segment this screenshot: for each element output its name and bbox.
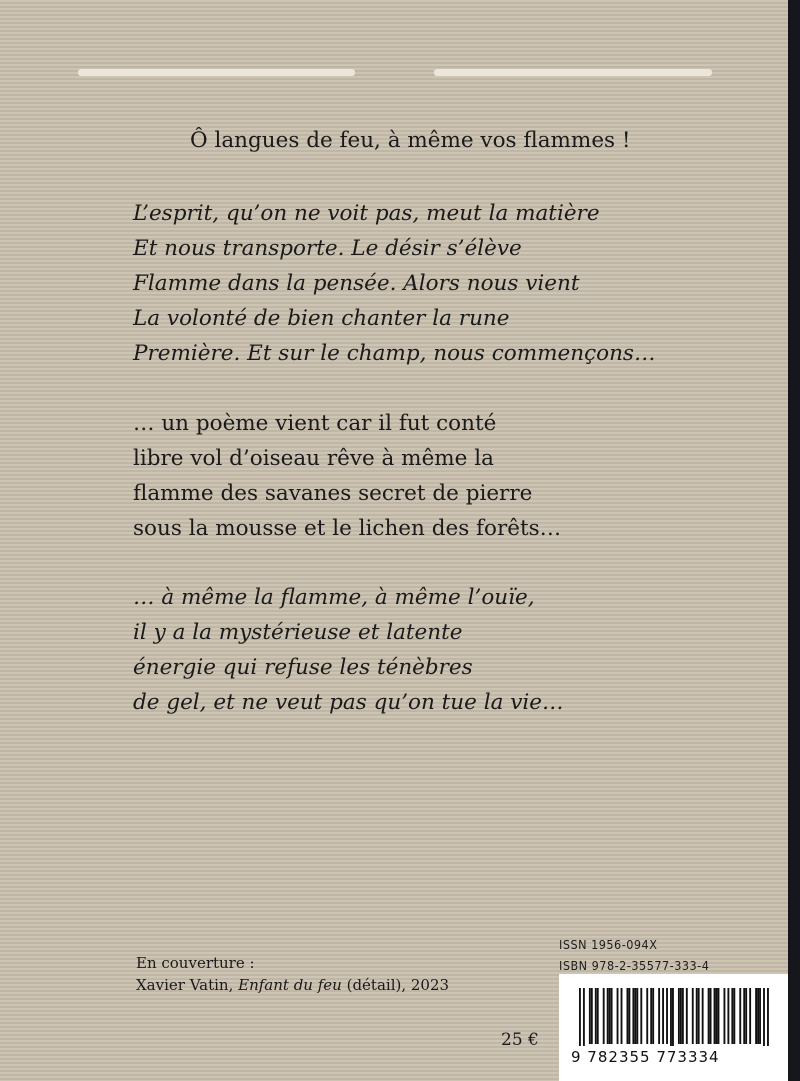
barcode-bar: [589, 988, 591, 1044]
barcode-bar: [595, 988, 597, 1044]
barcode-bar: [670, 988, 672, 1046]
barcode-bar: [611, 988, 613, 1044]
barcode-bar: [662, 988, 664, 1044]
barcode-bar: [767, 988, 769, 1046]
barcode-bar: [579, 988, 581, 1046]
decorative-bar-right: [434, 69, 712, 76]
barcode-bar: [763, 988, 765, 1046]
poem-line: Première. Et sur le champ, nous commençons…: [133, 341, 656, 366]
barcode-bar: [640, 988, 642, 1044]
barcode-bar: [650, 988, 652, 1044]
price: 25 €: [501, 1030, 539, 1050]
barcode-bar: [757, 988, 759, 1044]
barcode-bar: [627, 988, 629, 1044]
barcode-bar: [731, 988, 733, 1044]
barcode-bar: [597, 988, 599, 1044]
barcode-digits: 9 782355 773334: [571, 1048, 720, 1066]
cover-credits: [136, 952, 449, 996]
barcode-bar: [743, 988, 745, 1044]
stanza-3: [133, 580, 563, 720]
credits-work-title: Enfant du feu: [238, 976, 342, 994]
barcode-bar: [759, 988, 761, 1044]
isbn-number: ISBN 978-2-35577-333-4: [559, 958, 710, 973]
barcode-bar: [710, 988, 712, 1044]
barcode-bar: [716, 988, 718, 1044]
barcode-bar: [745, 988, 747, 1044]
credits-artist: Xavier Vatin,: [136, 976, 239, 994]
barcode-bar: [583, 988, 585, 1046]
barcode-bar: [621, 988, 623, 1044]
barcode-bar: [607, 988, 609, 1044]
issn-number: ISSN 1956-094X: [559, 937, 658, 952]
poem-line: libre vol d’oiseau rêve à même la: [133, 446, 494, 471]
barcode-bar: [698, 988, 700, 1044]
barcode-bar: [658, 988, 660, 1044]
credits-detail: [136, 974, 449, 996]
poem-line: La volonté de bien chanter la rune: [133, 306, 510, 331]
barcode-bar: [727, 988, 729, 1044]
barcode-bar: [739, 988, 741, 1044]
poem-line: … un poème vient car il fut conté: [133, 411, 497, 436]
barcode-bar: [749, 988, 751, 1044]
decorative-bar-left: [78, 69, 355, 76]
poem-line: il y a la mystérieuse et latente: [133, 620, 463, 645]
barcode-bar: [723, 988, 725, 1044]
poem-line: Et nous transporte. Le désir s’élève: [133, 236, 522, 261]
barcode-bar: [708, 988, 710, 1044]
poem-line: sous la mousse et le lichen des forêts…: [133, 516, 562, 541]
barcode-bar: [686, 988, 688, 1044]
barcode-bar: [692, 988, 694, 1044]
barcode-bar: [666, 988, 668, 1044]
barcode-bar: [733, 988, 735, 1044]
barcode-bar: [755, 988, 757, 1044]
barcode-bars: [579, 988, 769, 1046]
barcode-bar: [702, 988, 704, 1044]
barcode-bar: [680, 988, 682, 1044]
poem-line: Flamme dans la pensée. Alors nous vient: [133, 271, 580, 296]
barcode-bar: [672, 988, 674, 1046]
barcode-bar: [682, 988, 684, 1044]
spine-edge: [788, 0, 800, 1081]
poem-line: flamme des savanes secret de pierre: [133, 481, 533, 506]
poem-line: énergie qui refuse les ténèbres: [133, 655, 473, 680]
poem-line: de gel, et ne veut pas qu’on tue la vie…: [133, 690, 564, 715]
identifiers: [559, 934, 709, 976]
stanza-1: [133, 196, 655, 371]
credits-label: En couverture :: [136, 954, 255, 972]
barcode-bar: [609, 988, 611, 1044]
barcode-bar: [603, 988, 605, 1044]
barcode-bar: [591, 988, 593, 1044]
headline: Ô langues de feu, à même vos flammes !: [190, 128, 631, 153]
barcode-bar: [632, 988, 634, 1044]
credits-suffix: (détail), 2023: [341, 976, 450, 994]
poem-line: L’esprit, qu’on ne voit pas, meut la matière: [133, 201, 600, 226]
barcode-bar: [696, 988, 698, 1044]
barcode: [559, 974, 788, 1081]
barcode-bar: [714, 988, 716, 1044]
barcode-bar: [718, 988, 720, 1044]
barcode-bar: [678, 988, 680, 1044]
barcode-bar: [617, 988, 619, 1044]
barcode-bar: [636, 988, 638, 1044]
barcode-bar: [634, 988, 636, 1044]
poem-line: … à même la flamme, à même l’ouïe,: [133, 585, 535, 610]
barcode-bar: [628, 988, 630, 1044]
barcode-bar: [652, 988, 654, 1044]
barcode-bar: [646, 988, 648, 1044]
stanza-2: [133, 406, 561, 546]
